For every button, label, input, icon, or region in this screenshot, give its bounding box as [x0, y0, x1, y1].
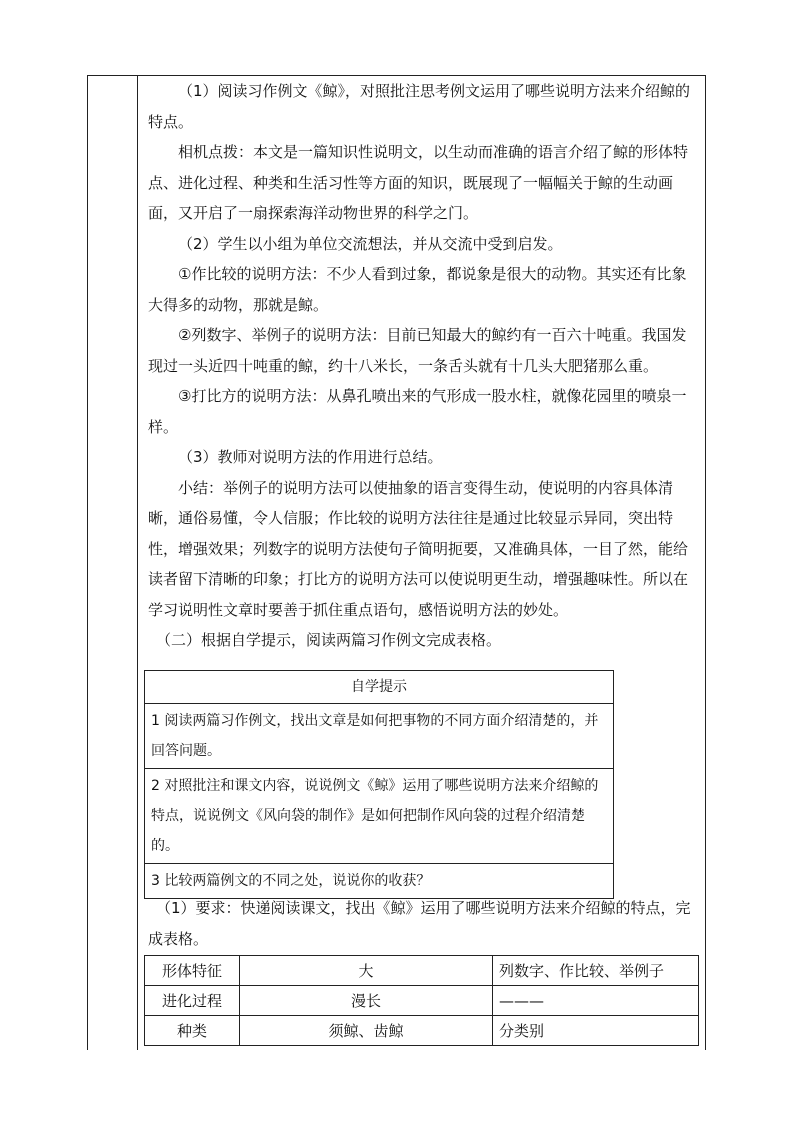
section-heading-self-study: （二）根据自学提示，阅读两篇习作例文完成表格。	[156, 631, 502, 649]
table-row	[145, 1016, 699, 1046]
paragraph-group-discussion: （2）学生以小组为单位交流想法，并从交流中受到启发。	[178, 234, 563, 253]
paragraph-metaphor-method: ③打比方的说明方法：从鼻孔喷出来的气形成一股水柱，就像花园里的喷泉一样。	[148, 387, 687, 436]
aspect-cell: 形体特征	[145, 956, 240, 986]
table-row	[145, 956, 699, 986]
requirement-block	[148, 893, 697, 954]
paragraph-teacher-tip: 相机点拨：本文是一篇知识性说明文，以生动而准确的语言介绍了鲸的形体特点、进化过程、种类和生活习性等方面的知识，既展现了一幅幅关于鲸的生动画面，又开启了一扇探索海洋动物世界的科学之门。	[148, 143, 689, 222]
paragraph-requirement: （1）要求：快递阅读课文，找出《鲸》运用了哪些说明方法来介绍鲸的特点，完成表格。	[148, 899, 691, 948]
feature-cell: 大	[240, 956, 493, 986]
paragraph-comparison-method: ①作比较的说明方法：不少人看到过象，都说象是很大的动物。其实还有比象大得多的动物，那就是鲸。	[148, 265, 687, 314]
paragraph-numbers-examples-method: ②列数字、举例子的说明方法：目前已知最大的鲸约有一百六十吨重。我国发现过一头近四十吨重的鲸，约十八米长，一条舌头就有十几头大肥猪那么重。	[148, 326, 687, 375]
aspect-cell: 进化过程	[145, 986, 240, 1016]
hint-table-header: 自学提示	[145, 671, 614, 704]
lesson-content	[148, 76, 697, 656]
method-cell: ———	[493, 986, 699, 1016]
paragraph-reading-task: （1）阅读习作例文《鲸》，对照批注思考例文运用了哪些说明方法来介绍鲸的特点。	[148, 82, 691, 131]
whale-method-table	[144, 955, 699, 1046]
method-cell: 列数字、作比较、举例子	[493, 956, 699, 986]
self-study-hint-table	[144, 670, 614, 899]
lesson-plan-frame	[87, 75, 706, 1050]
feature-cell: 漫长	[240, 986, 493, 1016]
paragraph-conclusion: 小结：举例子的说明方法可以使抽象的语言变得生动，使说明的内容具体清晰，通俗易懂，令人信服；作比较的说明方法往往是通过比较显示异同，突出特性，增强效果；列数字的说明方法使句子简明扼要，又准确具体，一目了然，能给读者留下清晰的印象；打比方的说明方法可以使说明更生动，增强趣味性。所以在学习说明性文章时要善于抓住重点语句，感悟说明方法的妙处。	[148, 478, 689, 619]
hint-row: 1 阅读两篇习作例文，找出文章是如何把事物的不同方面介绍清楚的，并回答问题。	[145, 704, 614, 769]
paragraph-teacher-summary: （3）教师对说明方法的作用进行总结。	[178, 448, 443, 466]
hint-row: 3 比较两篇例文的不同之处，说说你的收获？	[145, 864, 614, 899]
hint-row: 2 对照批注和课文内容，说说例文《鲸》运用了哪些说明方法来介绍鲸的特点，说说例文《风向袋的制作》是如何把制作风向袋的过程介绍清楚的。	[145, 769, 614, 864]
feature-cell: 须鲸、齿鲸	[240, 1016, 493, 1046]
aspect-cell: 种类	[145, 1016, 240, 1046]
method-cell: 分类别	[493, 1016, 699, 1046]
left-column	[88, 76, 138, 1050]
table-row	[145, 986, 699, 1016]
